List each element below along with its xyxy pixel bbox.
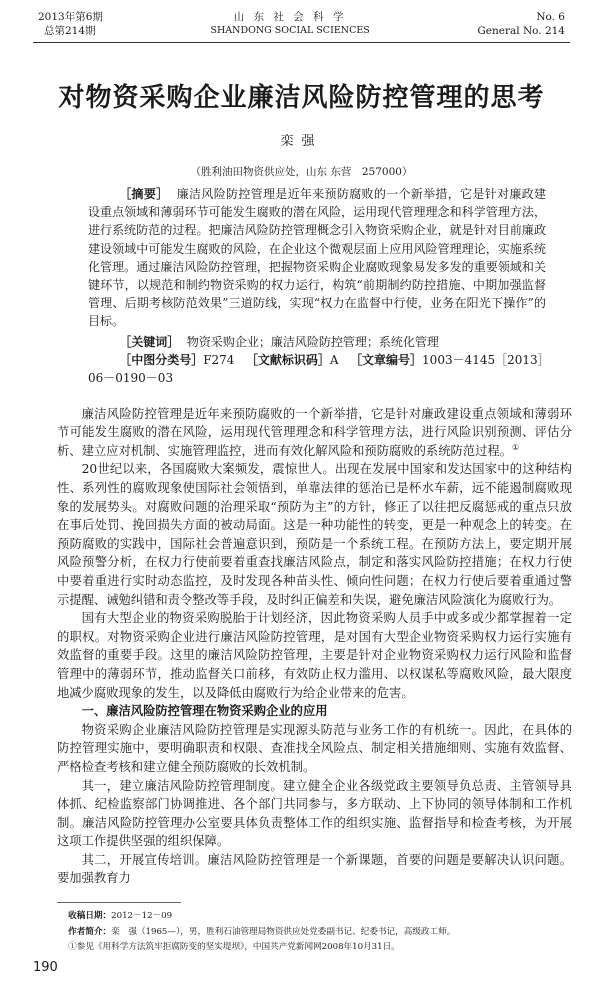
doc-code-label: ［文献标识码］	[245, 352, 330, 367]
header-divider	[33, 42, 570, 43]
author-affiliation: （胜利油田物资供应处，山东 东营 257000）	[190, 166, 413, 178]
header-no: No. 6	[536, 11, 565, 23]
paragraph: 国有大型企业的物资采购脱胎于计划经济，因此物资采购人员手中或多或少都掌握着一定的职权。对物资采购企业进行廉洁风险防控管理，是对国有大型企业物资采购权力运行实施有效监督的重要手段。这里的廉洁风险防控管理，主要是针对企业物资采购权力运行风险和监督管理中的薄弱环节，推动监督关口前移，有效防止权力滥用、以权谋私等腐败风险，最大限度地减少腐败现象的发生，以及降低由腐败行为给企业带来的危害。	[57, 611, 572, 700]
paragraph	[57, 405, 572, 461]
paragraph: 20世纪以来，各国腐败大案频发，震惊世人。出现在发展中国家和发达国家中的这种结构性、系列性的腐败现象使国际社会领悟到，单靠法律的惩治已是杯水车薪，远不能遏制腐败现象的发展势头。对腐败问题的治理采取“预防为主”的方针，修正了以往把反腐惩戒的重点只放在事后处罚、挽回损失方面的被动局面。这是一种功能性的转变，更是一种观念上的转变。在预防腐败的实践中，国际社会普遍意识到，预防是一个系统工程。在预防方法上，要定期开展风险预警分析，在权力行使前要着重查找廉洁风险点，制定和落实风险防控措施；在权力行使中要着重进行实时动态监控，及时发现各种苗头性、倾向性问题；在权力行使后要着重通过警示提醒、诫勉纠错和责令整改等手段，及时纠正偏差和失误，避免廉洁风险演化为腐败行为。	[57, 462, 572, 607]
keywords	[88, 333, 546, 351]
article-no-value: 1003－4145［2013］06－0190－03	[88, 352, 550, 385]
header-issue-line: 2013年第6期	[38, 11, 103, 23]
clc-label: ［中图分类号］	[119, 352, 204, 367]
footnote-divider	[57, 902, 181, 903]
author-bio-text: 栾 强（1965—），男，胜利石油管理局物资供应处党委副书记、纪委书记，高级政工师。	[111, 926, 456, 937]
abstract	[88, 185, 546, 331]
page-number: 190	[33, 959, 58, 975]
reference-note: ①参见《用科学方法筑牢拒腐防变的坚实堤坝》，中国共产党新闻网2008年10月31日。	[68, 942, 400, 953]
doc-code-value: A	[329, 352, 339, 367]
journal-name-en: SHANDONG SOCIAL SCIENCES	[210, 25, 370, 36]
author-bio-label: 作者简介：	[68, 926, 112, 937]
header-issue	[38, 10, 103, 38]
footnote-ref[interactable]: ①	[512, 442, 520, 452]
paragraph: 其一，建立廉洁风险防控管理制度。建立健全企业各级党政主要领导负总责、主管领导具体抓、纪检监察部门协调推进、各个部门共同参与，多方联动、上下协同的领导体制和工作机制。廉洁风险防控管理办公室要具体负责整体工作的组织实施、监督指导和检查考核，为开展这项工作提供坚强的组织保障。	[57, 778, 572, 849]
running-header	[33, 10, 570, 38]
article-no-label: ［文章编号］	[350, 352, 423, 367]
paragraph: 其二，开展宣传培训。廉洁风险防控管理是一个新课题，首要的问题是要解决认识问题。要加强教育力	[57, 852, 572, 886]
footnotes	[57, 909, 572, 956]
journal-name-cn: 山 东 社 会 科 学	[233, 11, 347, 23]
paragraph: 物资采购企业廉洁风险防控管理是实现源头防范与业务工作的有机统一。因此，在具体的防控管理实施中，要明确职责和权限、查准找全风险点、制定相关措施细则、实施有效监督、严格检查考核和建立健全预防腐败的长效机制。	[57, 722, 572, 774]
received-label: 收稿日期：	[68, 911, 112, 922]
header-total-issue: 总第214期	[44, 25, 96, 37]
header-number	[477, 10, 565, 38]
abstract-text: 廉洁风险防控管理是近年来预防腐败的一个新举措，它是针对廉政建设重点领域和薄弱环节可能发生腐败的潜在风险，运用现代管理理念和科学管理方法，进行系统防范的过程。把廉洁风险防控管理概念引入物资采购企业，就是针对目前廉政建设领域中可能发生腐败的风险，在企业这个微观层面上应用风险管理理论，实施系统化管理。通过廉洁风险防控管理，把握物资采购企业腐败现象易发多发的重要领域和关键环节，以规范和制约物资采购的权力运行，构筑“前期制约防控措施、中期加强监督管理、后期考核防范效果”三道防线，实现“权力在监督中行使，业务在阳光下操作”的目标。	[88, 187, 546, 329]
paper-title: 对物资采购企业廉洁风险防控管理的思考	[58, 83, 545, 113]
header-general-no: General No. 214	[477, 25, 565, 37]
section-heading: 一、廉洁风险防控管理在物资采购企业的应用	[81, 704, 328, 719]
journal-name	[103, 10, 477, 38]
received-date	[57, 909, 572, 925]
classification-line	[88, 351, 560, 387]
keywords-label: ［关键词］	[119, 334, 180, 349]
paragraph-text: 廉洁风险防控管理是近年来预防腐败的一个新举措，它是针对廉政建设重点领域和薄弱环节可能发生腐败的潜在风险，运用现代管理理念和科学管理方法，进行风险识别预测、评估分析、建立应对机制、实施管理监控，进而有效化解风险和预防腐败的系统防范过程。	[57, 406, 572, 458]
author-name: 栾强	[280, 134, 323, 149]
keywords-text: 物资采购企业；廉洁风险防控管理；系统化管理	[186, 334, 439, 349]
body-text	[57, 405, 572, 888]
clc-value: F274	[203, 352, 235, 367]
author-bio	[57, 925, 572, 941]
received-value: 2012－12－09	[111, 911, 173, 922]
abstract-label: ［摘要］	[119, 187, 169, 201]
